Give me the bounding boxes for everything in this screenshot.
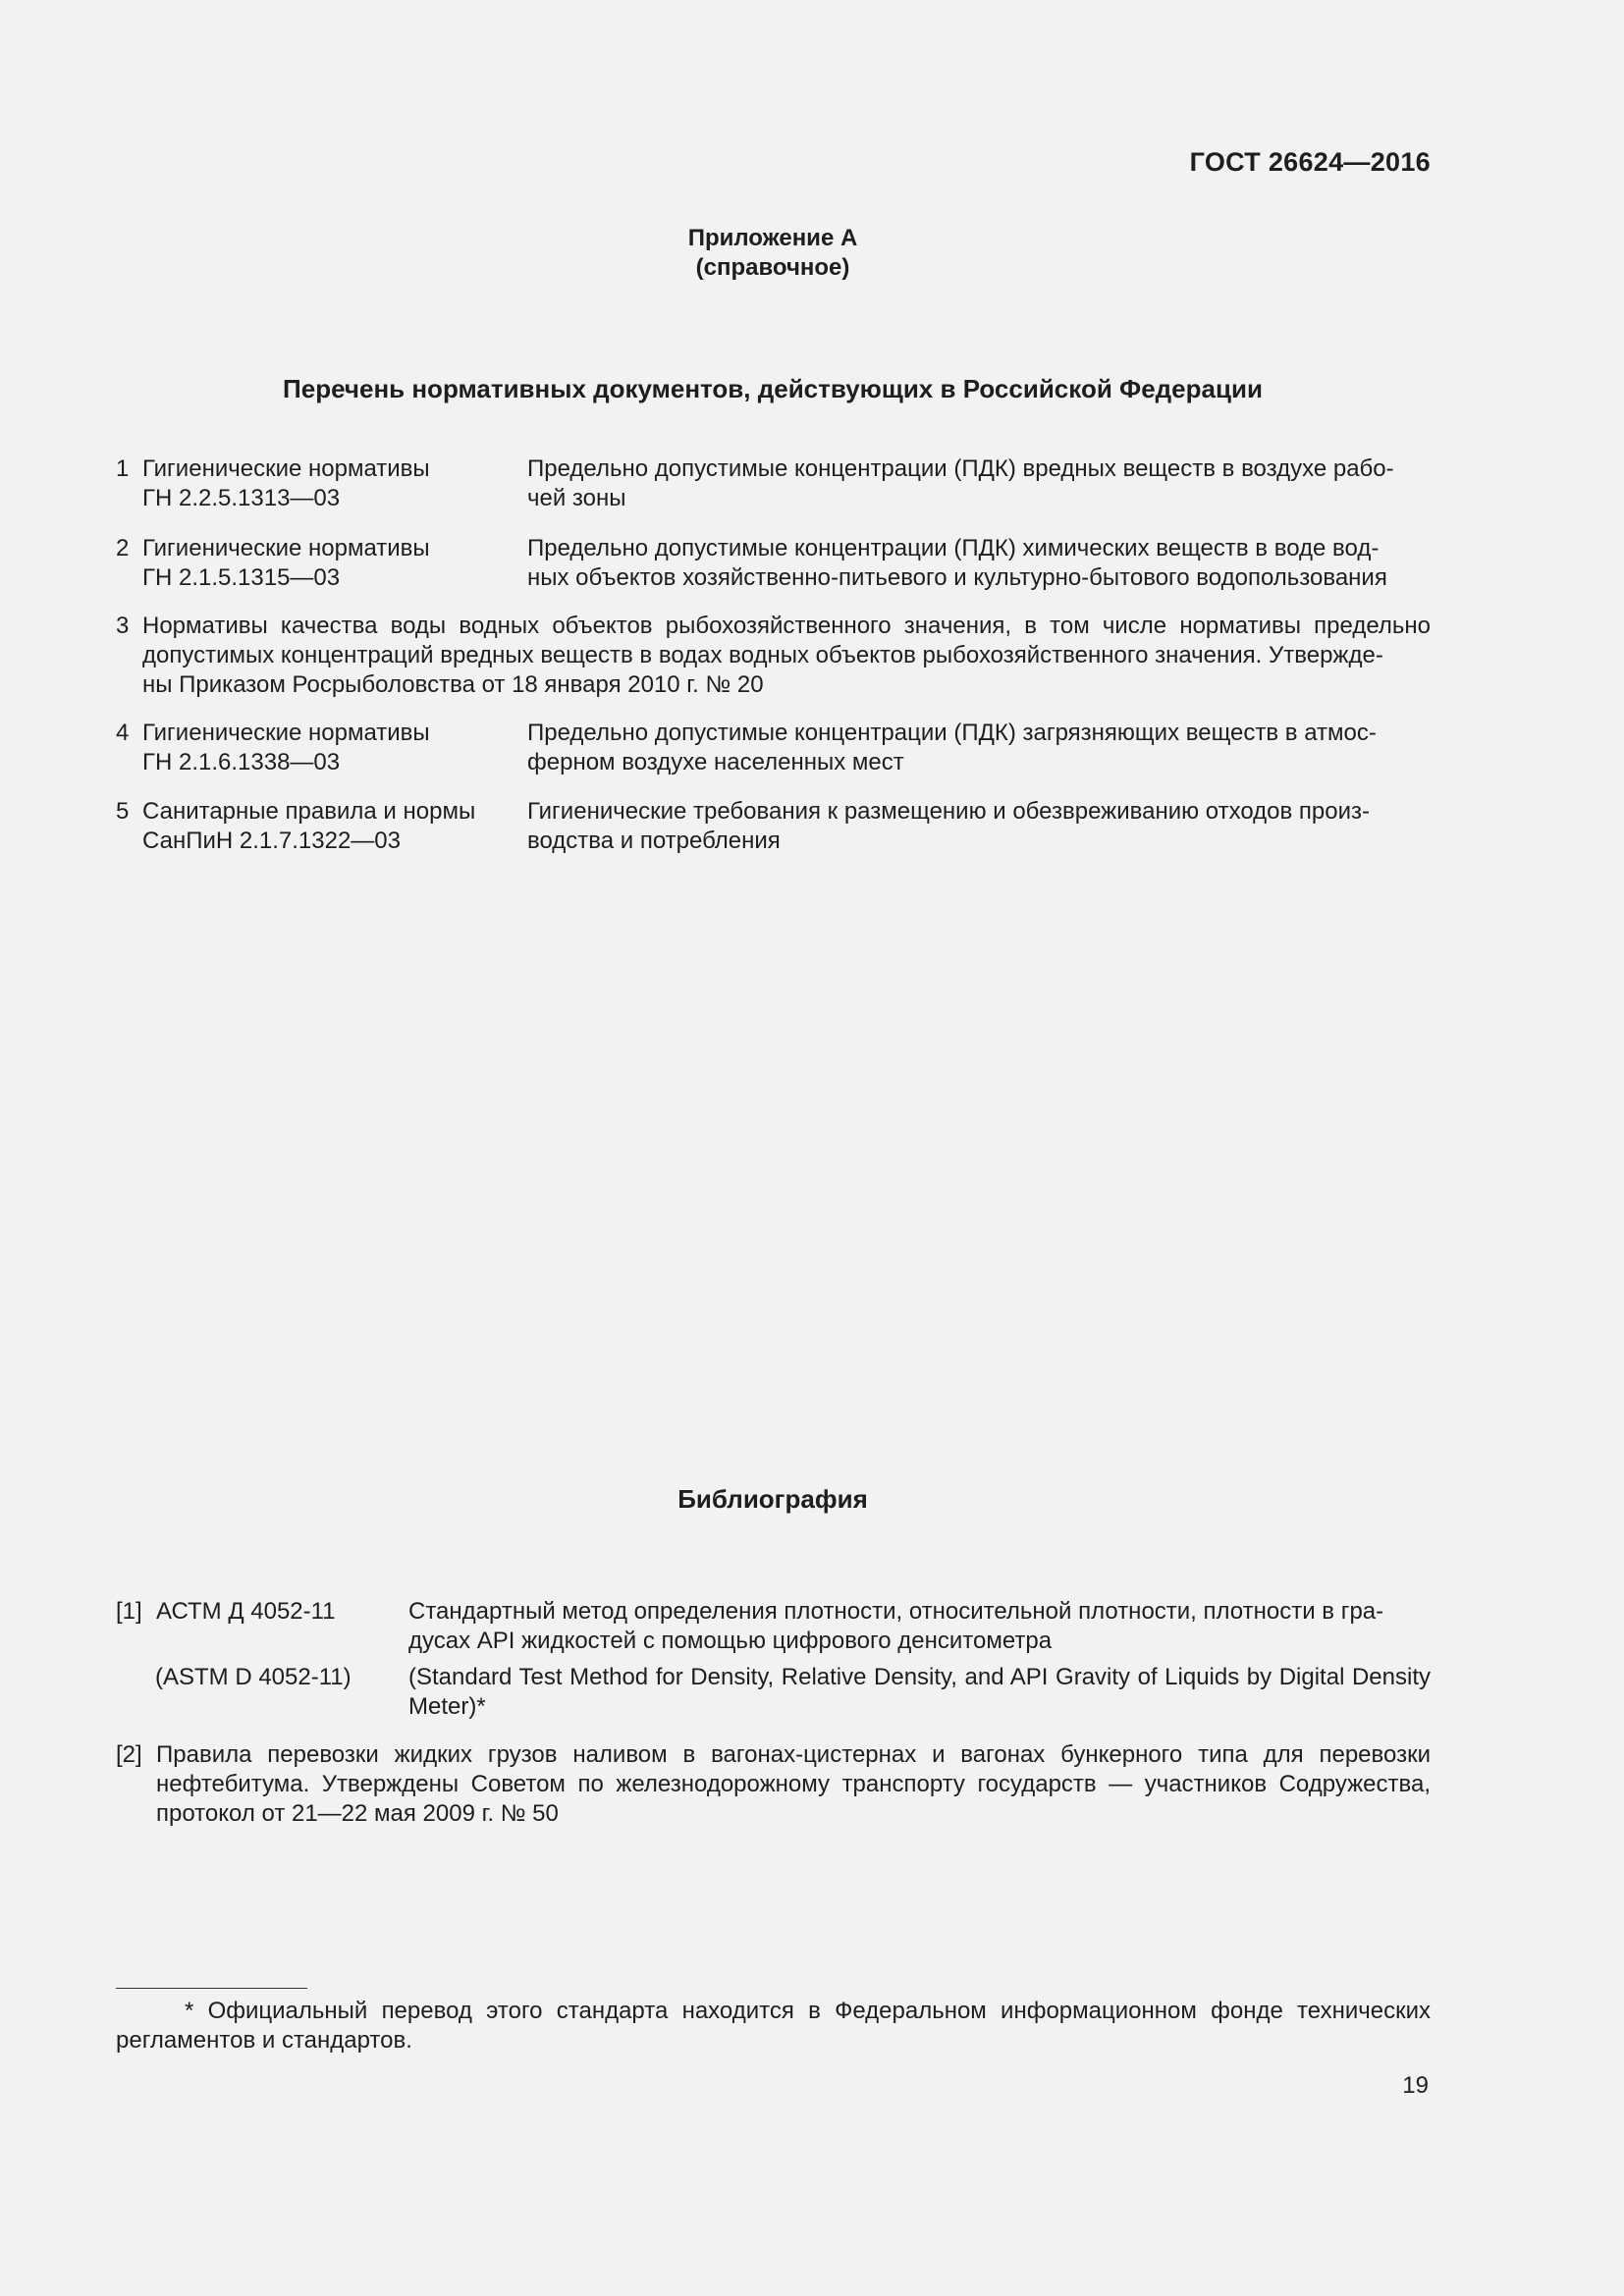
bibliography-title: Библиография xyxy=(677,1484,868,1514)
normatives-title: Перечень нормативных документов, действующих в Российской Федерации xyxy=(283,374,1263,403)
footnote: * Официальный перевод этого стандарта находится в Федеральном информационном фонде технических регламентов и стандартов. xyxy=(116,1998,1431,2054)
bib-full-text: Правила перевозки жидких грузов наливом в вагонах-цистернах и вагонах бункерного типа для перевозки нефтебитума. Утверждены Советом по железнодорожному транспорту государств — участников Содружества, протокол от 21—22 мая 2009 г. № 50 xyxy=(156,1741,1431,1827)
item-name: Гигиенические нормативы ГН 2.1.5.1315—03 xyxy=(142,535,430,591)
bib-code: АСТМ Д 4052-11 xyxy=(156,1598,336,1625)
bib-number: [1] xyxy=(116,1598,142,1625)
appendix-title: Приложение А xyxy=(687,225,858,251)
page-number: 19 xyxy=(1402,2072,1429,2099)
item-name-line: Гигиенические нормативы ГН 2.2.5.1313—03 xyxy=(142,455,430,511)
item-description: Предельно допустимые концентрации (ПДК) химических веществ в воде вод- ных объектов хозяйственно-питьевого и культурно-бытового водопользования xyxy=(527,535,1387,591)
item-description: Предельно допустимые концентрации (ПДК) вредных веществ в воздухе рабо- чей зоны xyxy=(527,455,1394,511)
item-number: 2 xyxy=(116,535,130,561)
bib-text-english: (Standard Test Method for Density, Relative Density, and API Gravity of Liquids by Digital Density Meter)* xyxy=(408,1664,1431,1720)
item-name: Санитарные правила и нормы СанПиН 2.1.7.1322—03 xyxy=(142,798,476,854)
item-number: 5 xyxy=(116,798,130,825)
item-name xyxy=(142,454,496,513)
document-code: ГОСТ 26624—2016 xyxy=(1189,147,1431,177)
item-name: Гигиенические нормативы ГН 2.1.6.1338—03 xyxy=(142,720,430,775)
appendix-subtitle: (справочное) xyxy=(695,254,850,281)
item-number: 1 xyxy=(116,455,130,482)
item-number: 3 xyxy=(116,613,130,639)
appendix-heading xyxy=(0,224,1545,283)
footnote-divider xyxy=(116,1988,307,1989)
bib-number: [2] xyxy=(116,1741,142,1768)
item-description: Предельно допустимые концентрации (ПДК) загрязняющих веществ в атмос- ферном воздухе населенных мест xyxy=(527,720,1377,775)
item-description: Гигиенические требования к размещению и обезвреживанию отходов произ- водства и потребления xyxy=(527,798,1370,854)
item-full-text: Нормативы качества воды водных объектов рыбохозяйственного значения, в том числе нормативы предельно допустимых концентраций вредных веществ в водах водных объектов рыбохозяйственного значения. Утвержде- ны Приказом Росрыболовства от 18 января 2010 г. № 20 xyxy=(142,613,1431,698)
bib-text: Стандартный метод определения плотности, относительной плотности, плотности в гра- дусах API жидкостей с помощью цифрового денситометра xyxy=(408,1598,1384,1654)
bib-code-english: (ASTM D 4052-11) xyxy=(155,1664,352,1690)
item-number: 4 xyxy=(116,720,130,746)
